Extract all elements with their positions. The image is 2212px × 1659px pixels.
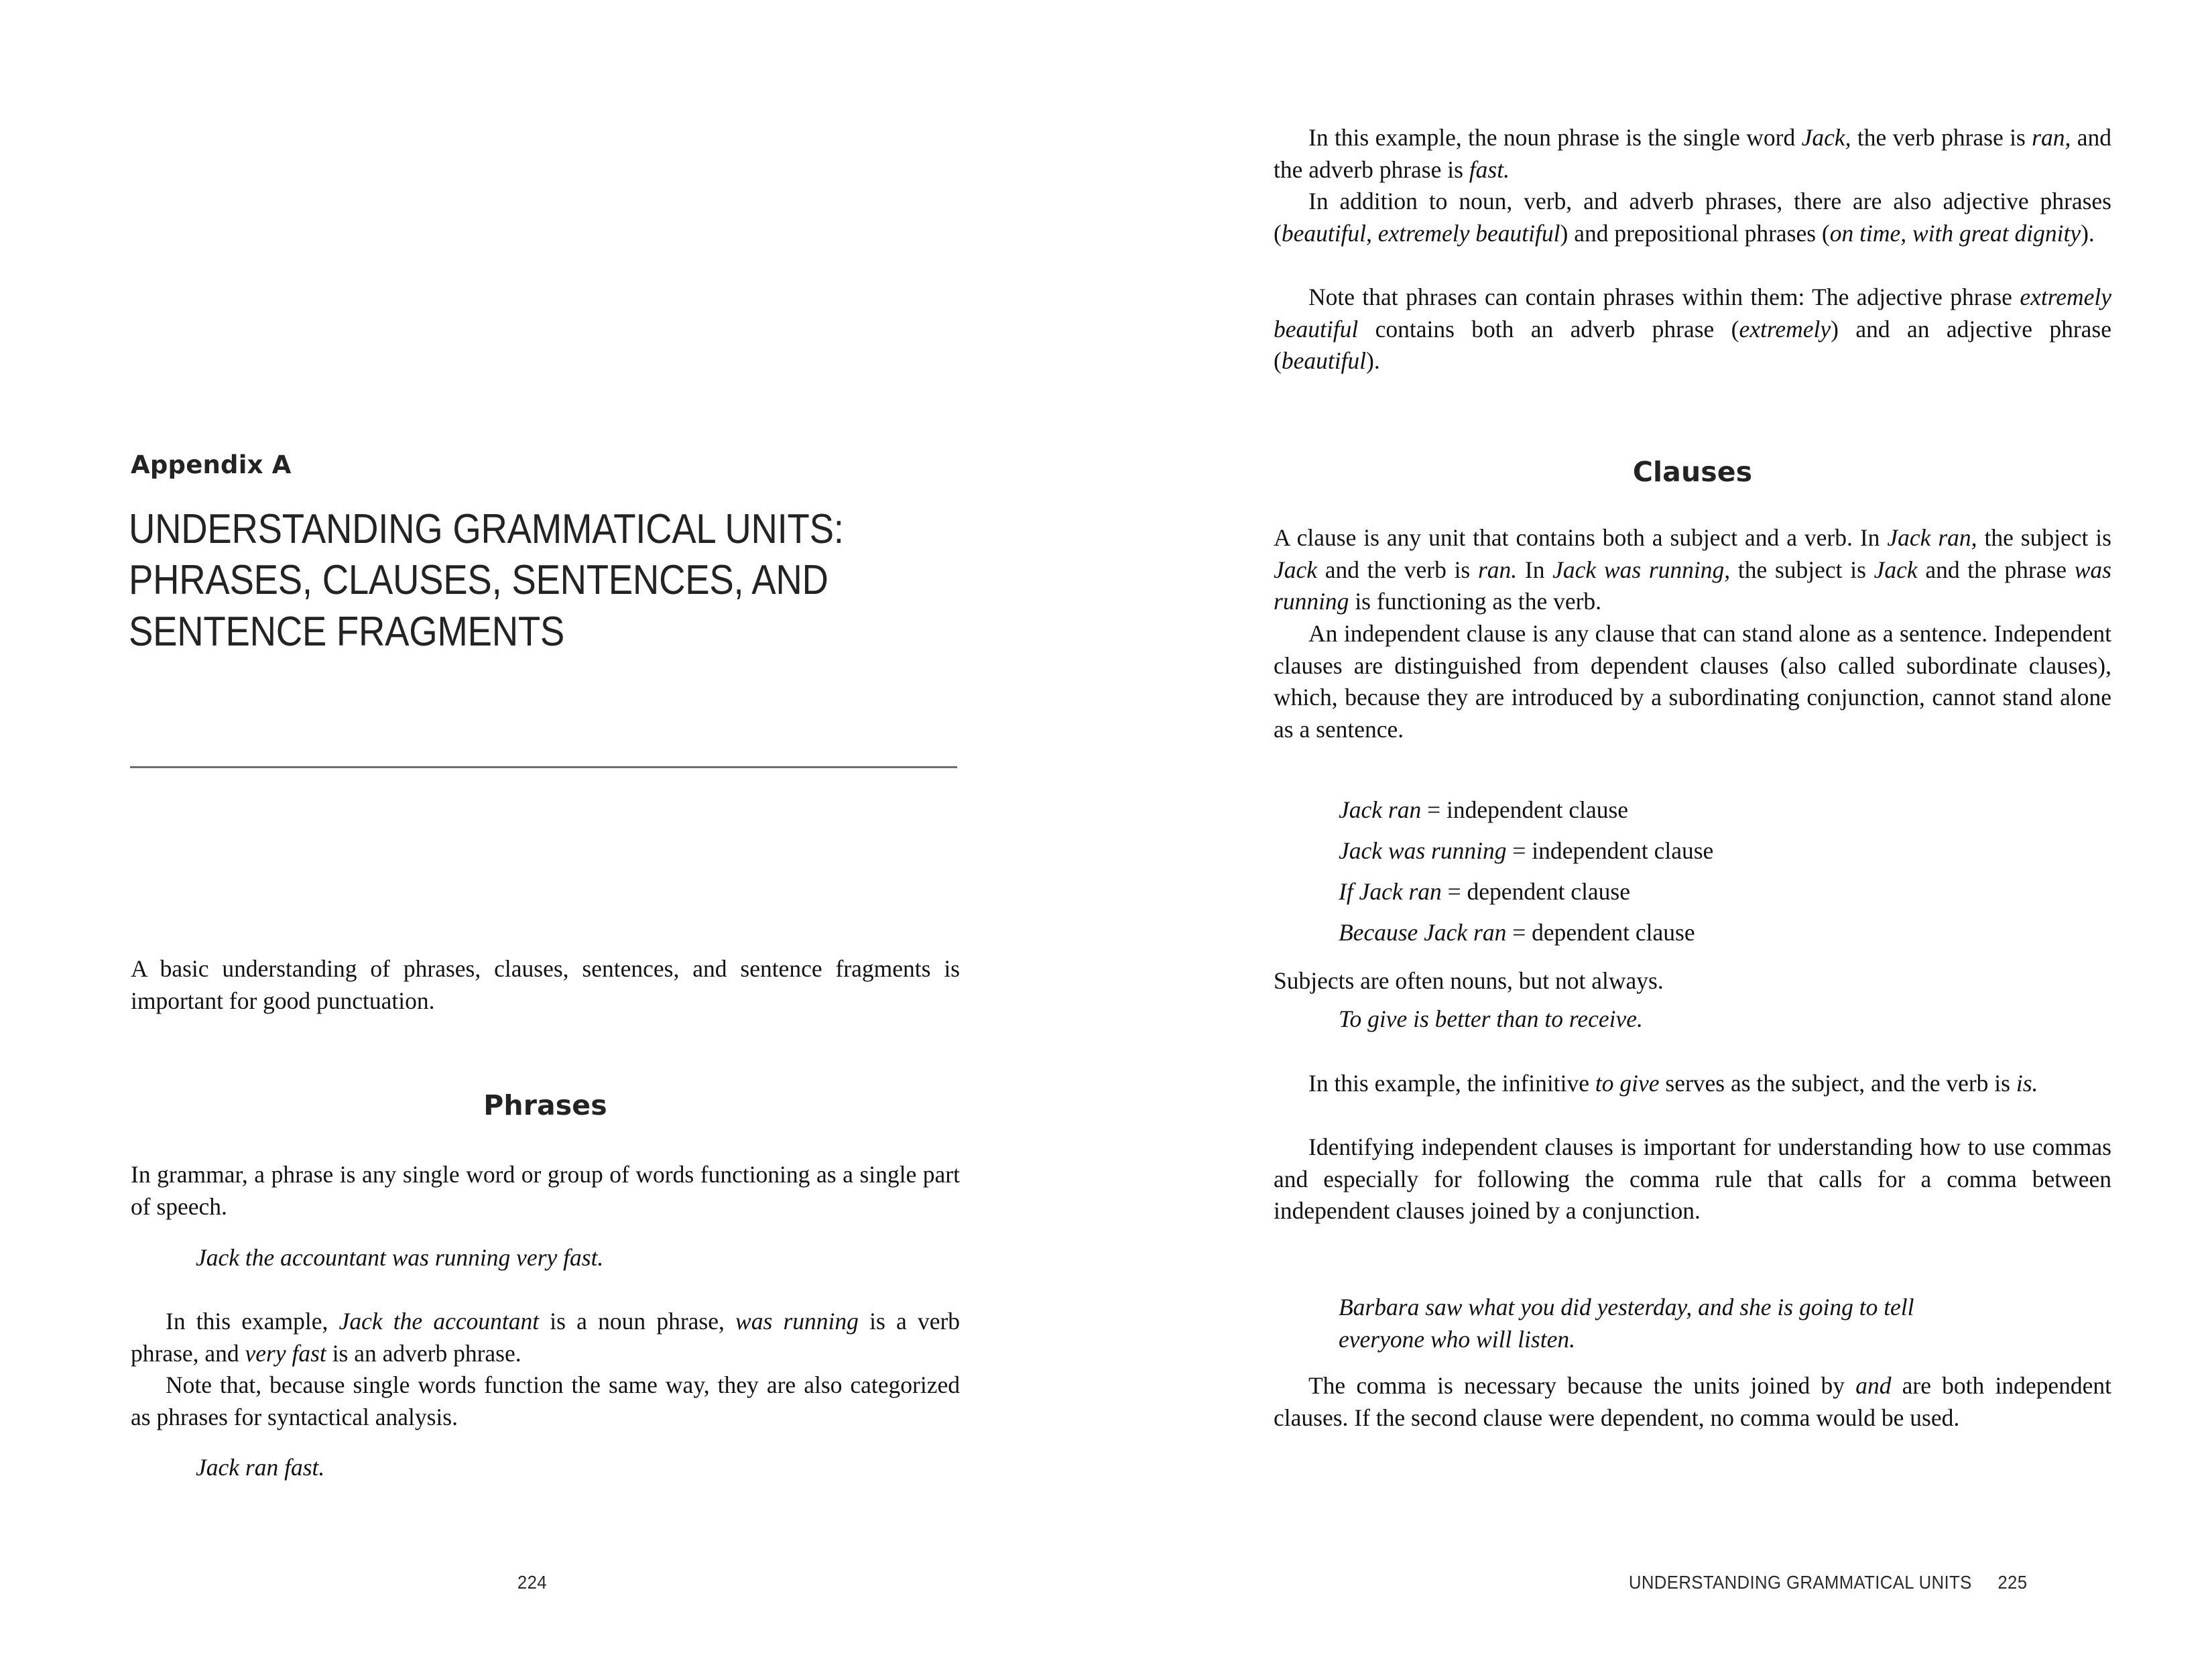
rp2-seg-a: In addition to noun, verb, and adverb phrases, there are also adjective phrases ( — [1274, 188, 2111, 247]
clause-example-4 — [1339, 917, 1695, 949]
barbara-example-line-1: Barbara saw what you did yesterday, and she is going to tell — [1339, 1294, 1914, 1320]
cp1-seg-m: is functioning as the verb. — [1349, 588, 1602, 615]
subjects-paragraph: Subjects are often nouns, but not always. — [1274, 967, 1664, 994]
cp1-seg-j: Jack — [1873, 556, 1918, 583]
rp1-seg-e: and the adverb phrase is — [1274, 124, 2111, 183]
clause-example-2-term: Jack was running — [1339, 837, 1507, 864]
clauses-paragraph-2: An independent clause is any clause that can stand alone as a sentence. Independent clauses are distinguished from dependent clauses (also called subordinate clauses), which, because they are introduced by a subordinating conjunction, cannot stand alone as a sentence. — [1274, 620, 2111, 743]
cp1-seg-e: and the verb is — [1317, 556, 1478, 583]
clause-example-3 — [1339, 876, 1630, 908]
rp1-seg-c: the verb phrase is — [1851, 124, 2032, 151]
chapter-title-line-1: UNDERSTANDING GRAMMATICAL UNITS: — [129, 506, 844, 552]
cp1-seg-c: the subject is — [1977, 524, 2111, 551]
rp3-seg-g: ). — [1366, 347, 1380, 374]
heading-phrases: Phrases — [483, 1089, 607, 1121]
inf-seg-c: serves as the subject, and the verb is — [1659, 1070, 2016, 1097]
rp2-seg-d: on time, with great dignity — [1829, 219, 2081, 247]
rp1-seg-a: In this example, the noun phrase is the single word — [1308, 124, 1802, 151]
phrases-paragraph-2 — [131, 1306, 960, 1369]
comma-paragraph — [1274, 1370, 2111, 1434]
rp3-seg-a: Note that phrases can contain phrases within them: The adjective phrase — [1308, 284, 2020, 310]
title-divider-rule — [130, 766, 957, 768]
rp1-seg-f: fast. — [1469, 156, 1510, 183]
right-paragraph-3 — [1274, 282, 2111, 377]
rp3-seg-c: contains both an adverb phrase ( — [1358, 315, 1739, 343]
clauses-paragraph-1 — [1274, 522, 2111, 618]
inf-seg-a: In this example, the infinitive — [1308, 1070, 1595, 1097]
chapter-title-line-3: SENTENCE FRAGMENTS — [129, 608, 565, 655]
clause-example-1 — [1339, 794, 1628, 826]
cp1-seg-a: A clause is any unit that contains both a subject and a verb. In — [1274, 524, 1888, 551]
comma-seg-b: and — [1855, 1372, 1892, 1399]
subjects-example: To give is better than to receive. — [1339, 1005, 1643, 1032]
phrases-paragraph-1: In grammar, a phrase is any single word or group of words functioning as a single part of speech. — [131, 1161, 960, 1220]
phrases-p2-seg-d: was running — [735, 1308, 859, 1335]
clause-example-3-rest: = dependent clause — [1441, 878, 1631, 905]
chapter-title — [129, 504, 878, 658]
appendix-label: Appendix A — [131, 450, 292, 479]
rp3-seg-e: ) and an adjective phrase ( — [1274, 315, 2111, 374]
rp3-seg-b: extremely beautiful — [1274, 284, 2111, 343]
phrases-p2-seg-e: is a verb phrase, and — [131, 1308, 961, 1367]
clause-example-2 — [1339, 835, 1713, 867]
clause-example-2-rest: = independent clause — [1506, 837, 1714, 864]
right-paragraph-2 — [1274, 186, 2111, 249]
phrases-example-1: Jack the accountant was running very fast. — [196, 1244, 604, 1271]
clause-example-1-term: Jack ran — [1339, 796, 1422, 823]
rp2-seg-b: beautiful, extremely beautiful — [1281, 219, 1560, 247]
comma-seg-c: are both independent clauses. If the second clause were dependent, no comma would be used. — [1274, 1372, 2111, 1431]
identifying-paragraph: Identifying independent clauses is important for understanding how to use commas and especially for following the comma rule that calls for a comma between independent clauses joined by a conjunction. — [1274, 1133, 2111, 1224]
comma-seg-a: The comma is necessary because the units joined by — [1308, 1372, 1856, 1399]
intro-paragraph: A basic understanding of phrases, clauses, sentences, and sentence fragments is important for good punctuation. — [131, 955, 960, 1014]
cp1-seg-f: ran. — [1477, 556, 1518, 583]
phrases-p2-seg-a: In this example, — [166, 1308, 339, 1335]
barbara-example-line-2: everyone who will listen. — [1339, 1325, 1575, 1353]
right-paragraph-1 — [1274, 122, 2111, 186]
phrases-p2-seg-b: Jack the accountant — [339, 1308, 540, 1335]
cp1-seg-b: Jack ran, — [1887, 524, 1977, 551]
rp2-seg-e: ). — [2081, 219, 2095, 247]
folio-right: 225 — [1998, 1572, 2028, 1593]
cp1-seg-d: Jack — [1274, 556, 1318, 583]
folio-left: 224 — [517, 1572, 548, 1593]
rp1-seg-b: Jack, — [1801, 124, 1851, 151]
cp1-seg-l: was running — [1274, 556, 2111, 615]
chapter-title-line-2: PHRASES, CLAUSES, SENTENCES, AND — [129, 557, 828, 604]
cp1-seg-i: the subject is — [1730, 556, 1874, 583]
heading-clauses: Clauses — [1632, 456, 1753, 488]
clause-example-1-rest: = independent clause — [1421, 796, 1629, 823]
clause-example-4-term: Because Jack ran — [1339, 919, 1507, 946]
rp1-seg-d: ran, — [2032, 124, 2071, 151]
clause-example-3-term: If Jack ran — [1339, 878, 1442, 905]
inf-seg-b: to give — [1595, 1070, 1660, 1097]
cp1-seg-g: In — [1517, 556, 1553, 583]
phrases-p2-seg-f: very fast — [245, 1339, 326, 1367]
infinitive-paragraph — [1274, 1068, 2111, 1100]
inf-seg-d: is. — [2016, 1070, 2038, 1097]
running-head-title: UNDERSTANDING GRAMMATICAL UNITS — [1628, 1572, 1972, 1593]
barbara-example — [1339, 1292, 2083, 1355]
cp1-seg-h: Jack was running, — [1552, 556, 1731, 583]
clause-example-4-rest: = dependent clause — [1506, 919, 1695, 946]
running-footer — [1629, 1572, 2028, 1593]
rp3-seg-d: extremely — [1739, 315, 1831, 343]
rp2-seg-c: ) and prepositional phrases ( — [1560, 219, 1830, 247]
phrases-p2-seg-c: is a noun phrase, — [539, 1308, 736, 1335]
phrases-example-2: Jack ran fast. — [196, 1454, 325, 1481]
phrases-paragraph-3: Note that, because single words function the same way, they are also categorized as phrases for syntactical analysis. — [131, 1371, 960, 1430]
rp3-seg-f: beautiful — [1281, 347, 1367, 374]
page-right-225 — [1106, 0, 2212, 1659]
phrases-p2-seg-g: is an adverb phrase. — [326, 1339, 521, 1367]
cp1-seg-k: and the phrase — [1917, 556, 2075, 583]
